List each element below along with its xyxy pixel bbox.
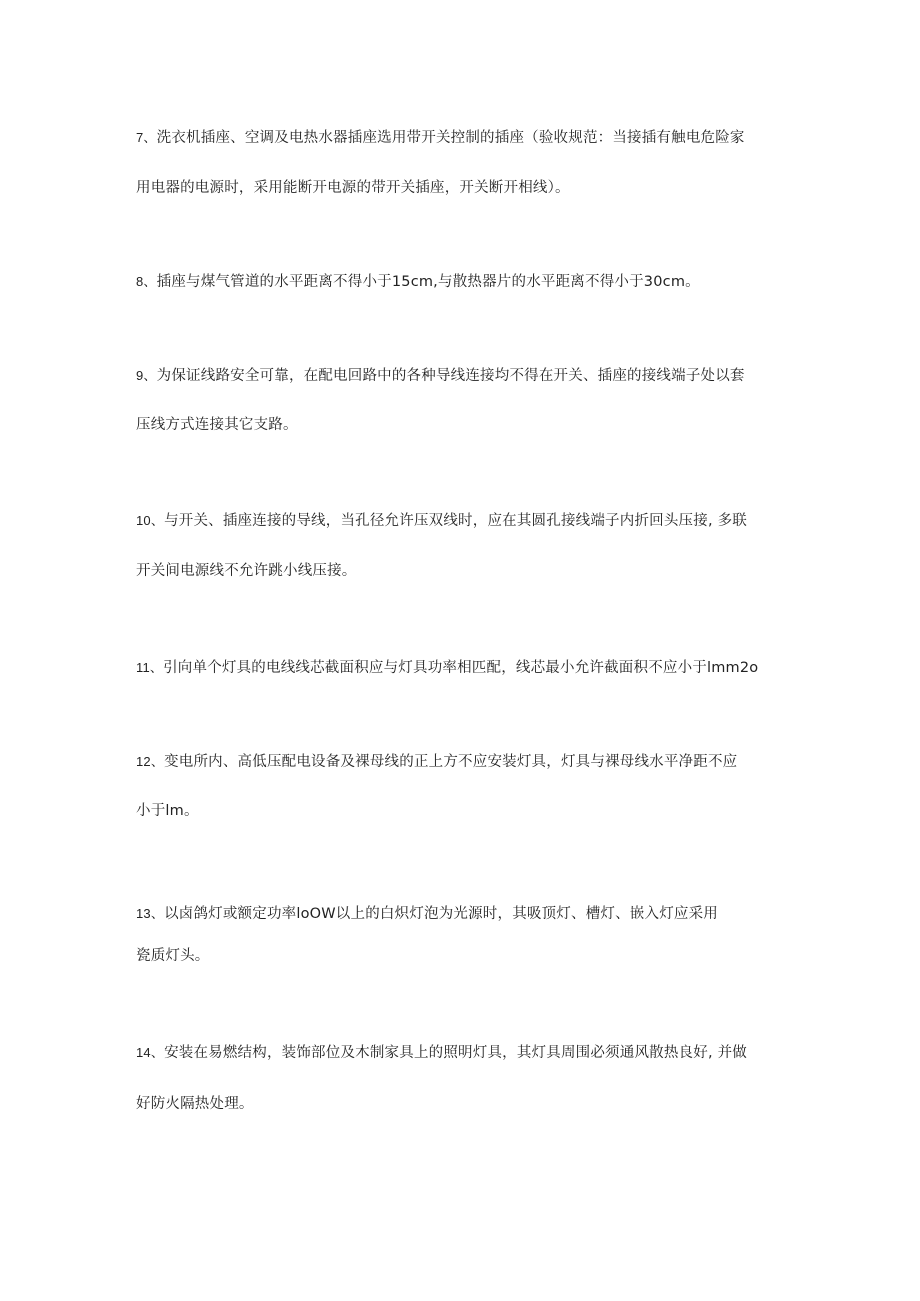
item-8-line-1 [136, 272, 796, 292]
item-10-number: 10、 [136, 513, 165, 528]
item-11-text-1: 引向单个灯具的电线线芯截面积应与灯具功率相匹配，线芯最小允许截面积不应小于lmm2o [163, 660, 759, 676]
item-8-number: 8、 [136, 274, 157, 289]
item-12-line-1 [136, 752, 796, 772]
item-10-line-1 [136, 511, 796, 531]
item-13-line-2 [136, 946, 796, 966]
item-9-text-2: 压线方式连接其它支路。 [136, 417, 298, 433]
item-7-line-2 [136, 178, 796, 198]
item-14-number: 14、 [136, 1045, 165, 1060]
item-8-text-1: 插座与煤气管道的水平距离不得小于15cm,与散热器片的水平距离不得小于30cm。 [156, 274, 700, 290]
item-7-text-1: 洗衣机插座、空调及电热水器插座选用带开关控制的插座（验收规范：当接插有触电危险家 [156, 130, 745, 146]
item-10-text-1: 与开关、插座连接的导线，当孔径允许压双线时，应在其圆孔接线端子内折回头压接, 多联 [164, 513, 747, 529]
item-7-line-1 [136, 128, 796, 148]
item-10-line-2 [136, 561, 796, 581]
item-12-text-2: 小于lm。 [136, 803, 199, 819]
item-9-line-1 [136, 366, 796, 386]
item-9-number: 9、 [136, 368, 157, 383]
item-12-text-1: 变电所内、高低压配电设备及裸母线的正上方不应安装灯具，灯具与裸母线水平净距不应 [164, 754, 738, 770]
item-12-line-2 [136, 801, 796, 821]
item-13-number: 13、 [136, 906, 165, 921]
item-14-text-1: 安装在易燃结构，装饰部位及木制家具上的照明灯具，其灯具周围必须通风散热良好, 并做 [164, 1045, 747, 1061]
item-14-line-1 [136, 1043, 796, 1063]
item-7-text-2: 用电器的电源时，采用能断开电源的带开关插座，开关断开相线）。 [136, 180, 570, 196]
item-9-line-2 [136, 415, 796, 435]
item-13-text-2: 瓷质灯头。 [136, 948, 210, 964]
item-11-number: 11、 [136, 660, 164, 675]
item-12-number: 12、 [136, 754, 165, 769]
item-13-line-1 [136, 904, 796, 924]
item-11-line-1 [136, 658, 796, 678]
item-7-number: 7、 [136, 130, 157, 145]
item-13-text-1: 以卤鸽灯或额定功率loOW以上的白炽灯泡为光源时，其吸顶灯、槽灯、嵌入灯应采用 [164, 906, 719, 922]
item-14-line-2 [136, 1094, 796, 1114]
item-14-text-2: 好防火隔热处理。 [136, 1096, 254, 1112]
item-9-text-1: 为保证线路安全可靠，在配电回路中的各种导线连接均不得在开关、插座的接线端子处以套 [156, 368, 745, 384]
item-10-text-2: 开关间电源线不允许跳小线压接。 [136, 563, 357, 579]
